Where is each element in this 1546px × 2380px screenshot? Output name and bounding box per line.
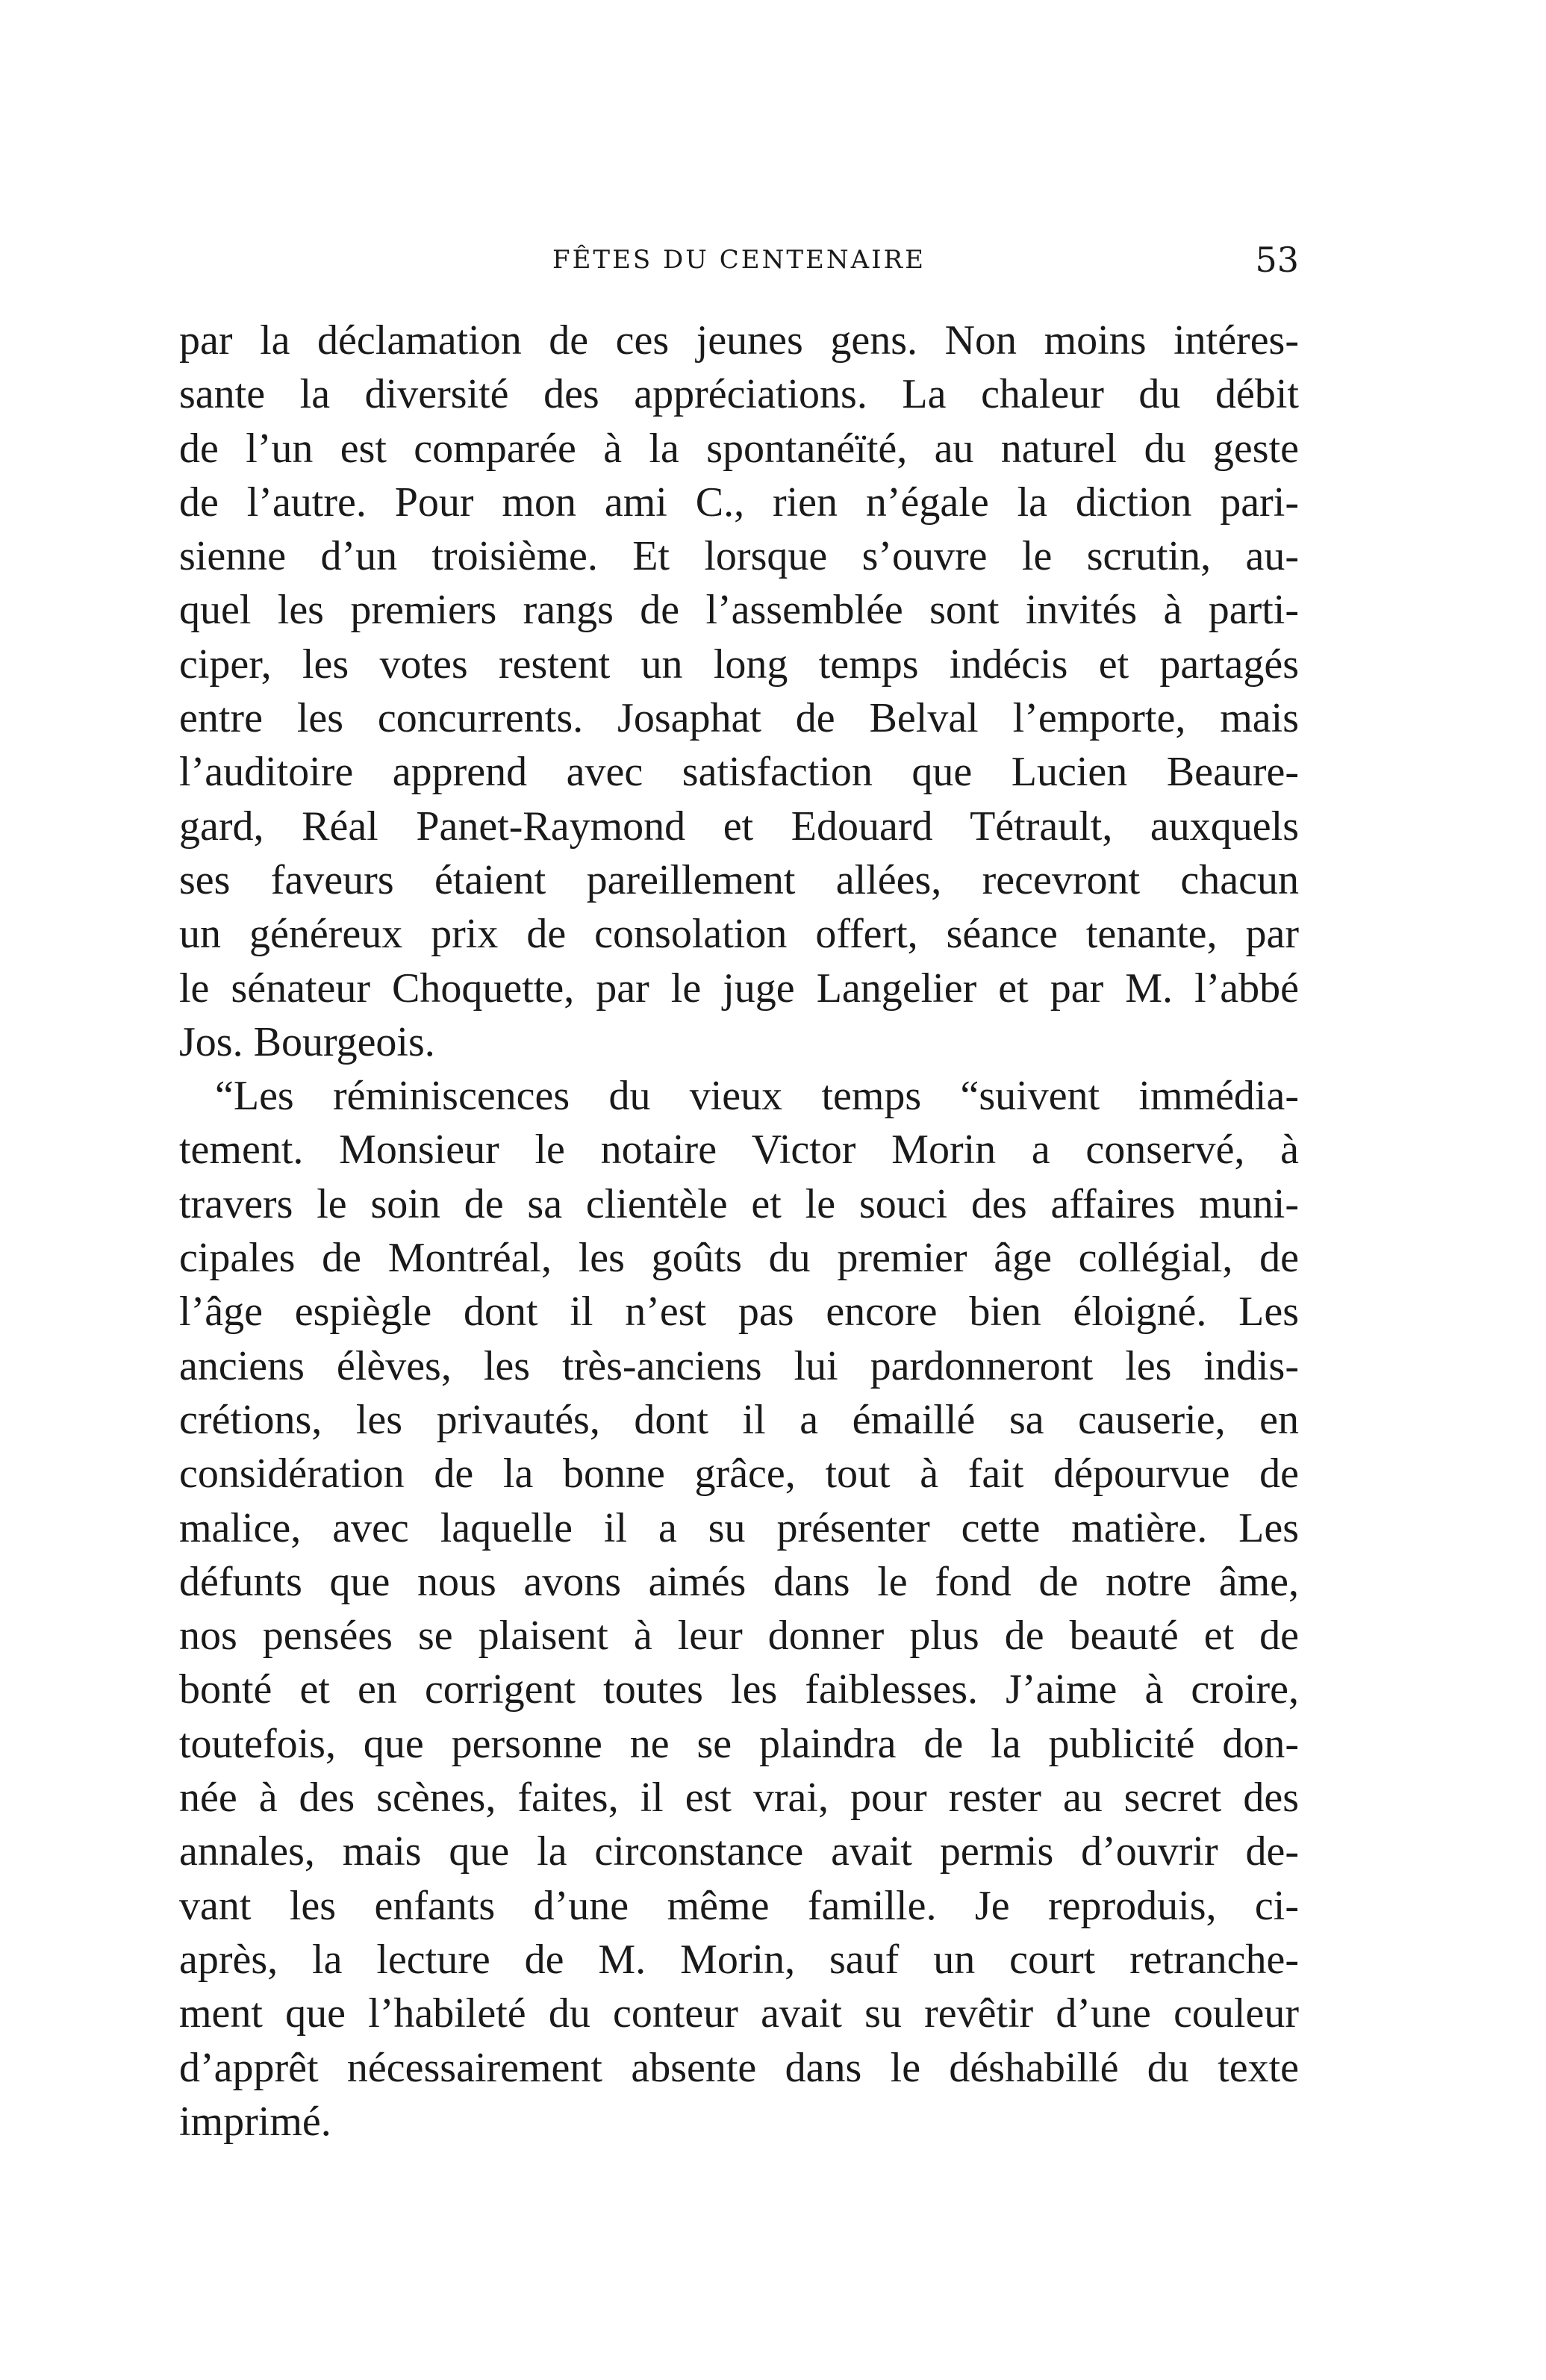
text-line: sante la diversité des appréciations. La chaleur du débit [179, 371, 1299, 418]
paragraph-2 [179, 1069, 1299, 2149]
text-line: cipales de Montréal, les goûts du premier âge collégial, de [179, 1235, 1299, 1282]
running-title: FÊTES DU CENTENAIRE [552, 245, 926, 275]
text-line: imprimé. [179, 2098, 331, 2145]
text-line: considération de la bonne grâce, tout à fait dépourvue de [179, 1451, 1299, 1498]
text-line: bonté et en corrigent toutes les faiblesses. J’aime à croire, [179, 1666, 1299, 1713]
text-line: l’âge espiègle dont il n’est pas encore bien éloigné. Les [179, 1289, 1299, 1336]
text-line: gard, Réal Panet-Raymond et Edouard Tétrault, auxquels [179, 803, 1299, 850]
text-line: vant les enfants d’une même famille. Je reproduis, ci- [179, 1882, 1299, 1929]
text-line: ciper, les votes restent un long temps indécis et partagés [179, 641, 1299, 688]
text-line: née à des scènes, faites, il est vrai, pour rester au secret des [179, 1775, 1299, 1822]
text-line: après, la lecture de M. Morin, sauf un court retranche- [179, 1936, 1299, 1983]
text-line: entre les concurrents. Josaphat de Belval l’emporte, mais [179, 695, 1299, 742]
text-line: d’apprêt nécessairement absente dans le déshabillé du texte [179, 2044, 1299, 2091]
text-line: quel les premiers rangs de l’assemblée sont invités à parti- [179, 587, 1299, 634]
page-number: 53 [1255, 240, 1299, 280]
text-line: défunts que nous avons aimés dans le fond de notre âme, [179, 1558, 1299, 1605]
text-line: le sénateur Choquette, par le juge Langelier et par M. l’abbé [179, 965, 1299, 1012]
text-line: ment que l’habileté du conteur avait su revêtir d’une couleur [179, 1990, 1299, 2037]
text-line: l’auditoire apprend avec satisfaction que Lucien Beaure- [179, 749, 1299, 796]
body-text [179, 314, 1299, 2149]
paragraph-1 [179, 314, 1299, 1069]
text-line: toutefois, que personne ne se plaindra de la publicité don- [179, 1720, 1299, 1767]
text-line: Jos. Bourgeois. [179, 1018, 435, 1065]
text-line: un généreux prix de consolation offert, séance tenante, par [179, 911, 1299, 958]
text-line: malice, avec laquelle il a su présenter cette matière. Les [179, 1504, 1299, 1551]
text-line: de l’un est comparée à la spontanéïté, au naturel du geste [179, 425, 1299, 472]
text-line: anciens élèves, les très-anciens lui pardonneront les indis- [179, 1342, 1299, 1389]
running-header [179, 237, 1299, 282]
text-line: nos pensées se plaisent à leur donner plus de beauté et de [179, 1613, 1299, 1660]
text-line: ses faveurs étaient pareillement allées, recevront chacun [179, 856, 1299, 903]
text-line: travers le soin de sa clientèle et le souci des affaires muni- [179, 1180, 1299, 1227]
text-line: de l’autre. Pour mon ami C., rien n’égale la diction pari- [179, 479, 1299, 526]
text-line: par la déclamation de ces jeunes gens. Non moins intéres- [179, 317, 1299, 364]
text-line: “Les réminiscences du vieux temps “suivent immédia- [215, 1073, 1299, 1120]
text-line: annales, mais que la circonstance avait permis d’ouvrir de- [179, 1828, 1299, 1875]
text-line: tement. Monsieur le notaire Victor Morin a conservé, à [179, 1127, 1299, 1174]
text-line: crétions, les privautés, dont il a émaillé sa causerie, en [179, 1396, 1299, 1443]
text-line: sienne d’un troisième. Et lorsque s’ouvre le scrutin, au- [179, 533, 1299, 580]
